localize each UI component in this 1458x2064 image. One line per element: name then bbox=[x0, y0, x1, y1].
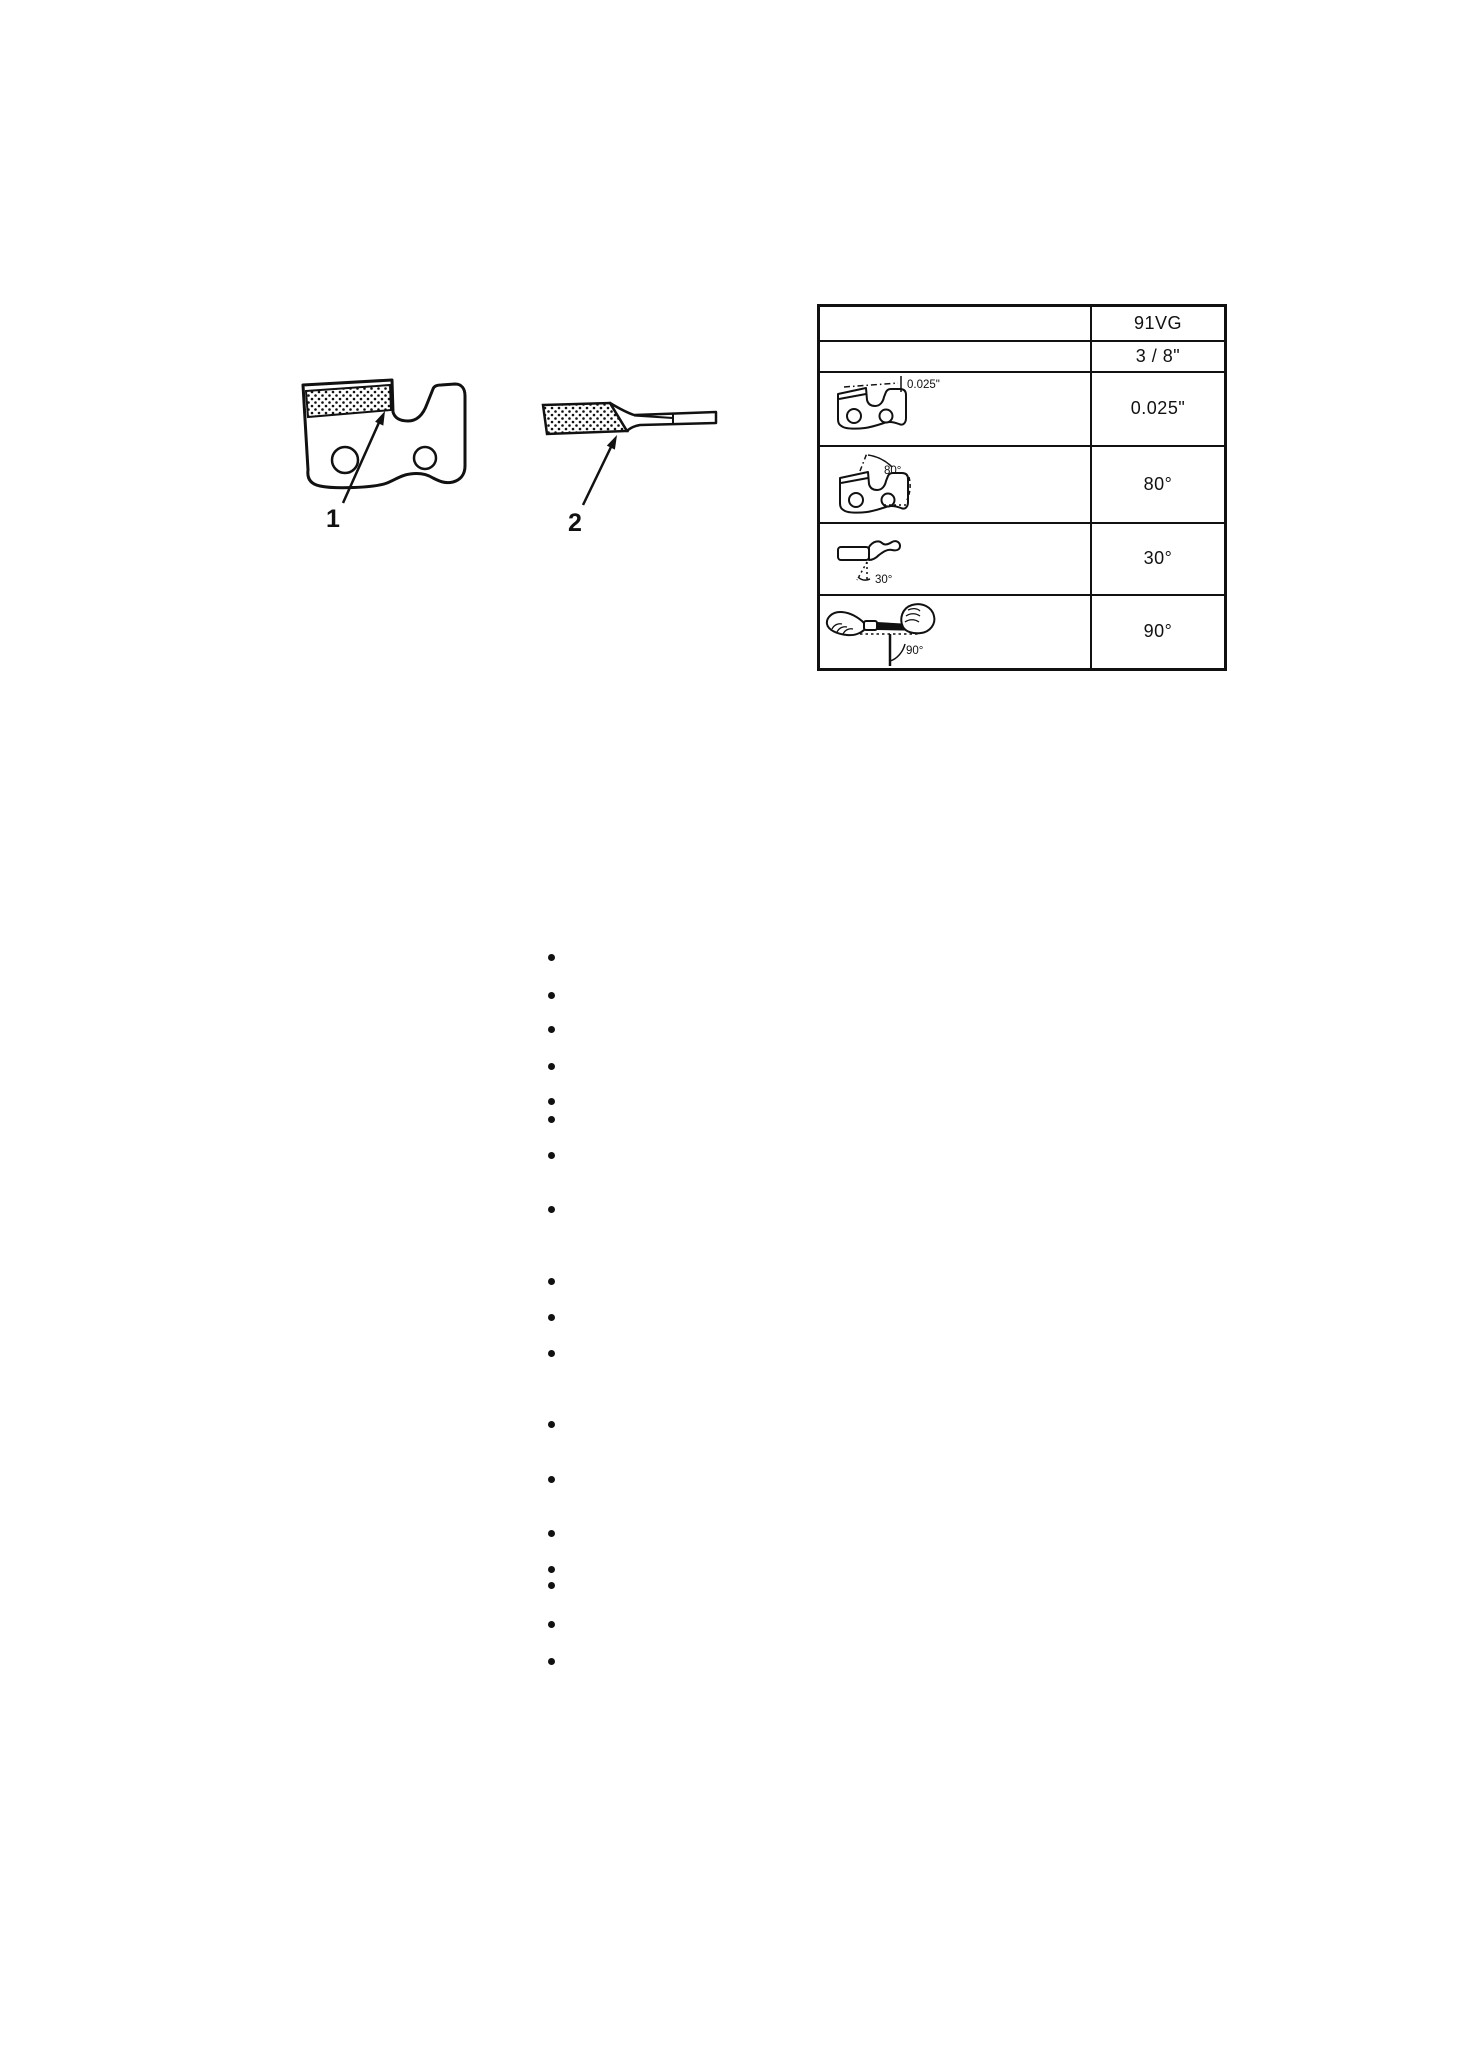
spec-icon-cell bbox=[819, 306, 1092, 341]
pitch-value: 3 / 8" bbox=[1091, 341, 1226, 372]
bullet-icon bbox=[548, 1206, 555, 1213]
chain-type-value: 91VG bbox=[1091, 306, 1226, 341]
bullet-icon bbox=[548, 1063, 555, 1070]
pointer-arrow-head bbox=[607, 435, 617, 450]
spec-icon-cell bbox=[819, 446, 1092, 523]
filing-angle-label: 30° bbox=[875, 573, 893, 586]
table-row bbox=[819, 446, 1226, 523]
bullet-icon bbox=[548, 1621, 555, 1628]
table-row bbox=[819, 372, 1226, 446]
table-row bbox=[819, 595, 1226, 670]
spec-icon-cell bbox=[819, 595, 1092, 670]
spec-icon-cell bbox=[819, 372, 1092, 446]
bullet-icon bbox=[548, 1350, 555, 1357]
spec-icon-cell bbox=[819, 523, 1092, 595]
figure1-label: 1 bbox=[326, 505, 340, 533]
file-guide-angle-value: 90° bbox=[1091, 595, 1226, 670]
pointer-arrow-line bbox=[583, 447, 611, 505]
bullet-icon bbox=[548, 1026, 555, 1033]
figure2-label: 2 bbox=[568, 509, 582, 537]
filing-angle-icon bbox=[820, 524, 1090, 594]
filing-angle-value: 30° bbox=[1091, 523, 1226, 595]
bullet-icon bbox=[548, 1314, 555, 1321]
bullet-icon bbox=[548, 1566, 555, 1573]
file-guide-angle-icon bbox=[820, 596, 1090, 668]
bullet-icon bbox=[548, 1476, 555, 1483]
bullet-icon bbox=[548, 1582, 555, 1589]
top-plate-angle-value: 80° bbox=[1091, 446, 1226, 523]
cutter-top-view-figure bbox=[536, 392, 731, 547]
bullet-icon bbox=[548, 992, 555, 999]
table-row bbox=[819, 523, 1226, 595]
bullet-icon bbox=[548, 1152, 555, 1159]
top-plate-angle-label: 80° bbox=[884, 464, 902, 477]
depth-gauge-icon bbox=[820, 373, 1090, 445]
bullet-icon bbox=[548, 1421, 555, 1428]
bullet-icon bbox=[548, 1278, 555, 1285]
bullet-icon bbox=[548, 954, 555, 961]
file-guide-angle-label: 90° bbox=[906, 644, 924, 657]
bullet-icon bbox=[548, 1530, 555, 1537]
bullet-icon bbox=[548, 1658, 555, 1665]
top-plate-angle-icon bbox=[820, 447, 1090, 522]
cutter-side-view-figure bbox=[296, 376, 476, 541]
table-row bbox=[819, 341, 1226, 372]
depth-gauge-dim-label: 0.025" bbox=[907, 378, 940, 391]
depth-gauge-value: 0.025" bbox=[1091, 372, 1226, 446]
bullet-icon bbox=[548, 1098, 555, 1105]
rivet-hole-left bbox=[332, 447, 358, 473]
left-hand bbox=[827, 612, 867, 635]
chain-spec-table bbox=[817, 304, 1227, 671]
table-row bbox=[819, 306, 1226, 341]
spec-icon-cell bbox=[819, 341, 1092, 372]
rivet-hole-right bbox=[414, 447, 436, 469]
bullet-icon bbox=[548, 1116, 555, 1123]
right-hand bbox=[901, 604, 934, 633]
